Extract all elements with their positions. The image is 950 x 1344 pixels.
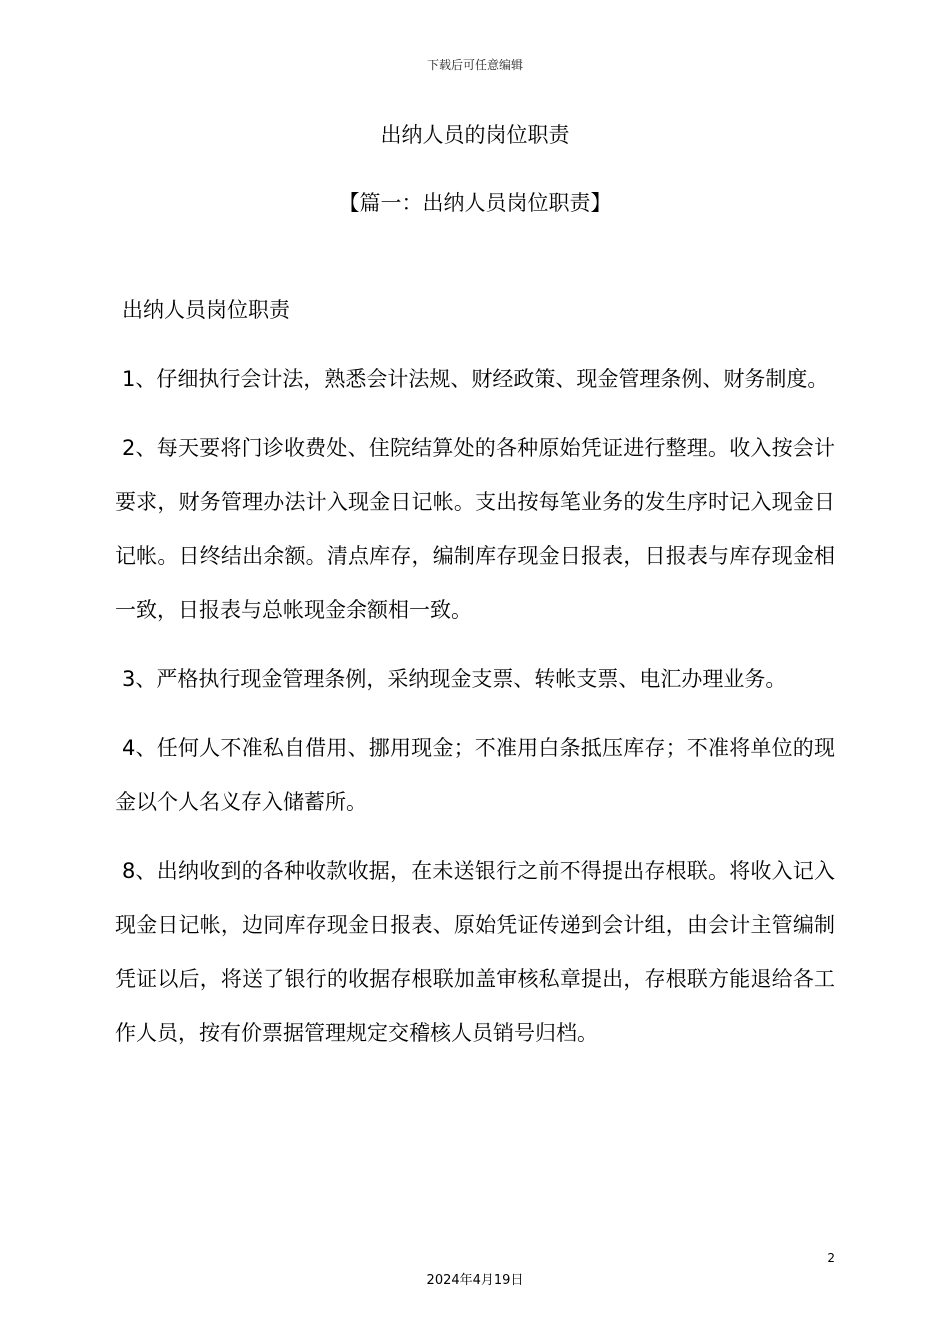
footer-date: 2024年4月19日 xyxy=(426,1273,524,1288)
header-note: 下载后可任意编辑 xyxy=(426,58,523,72)
paragraph-3: 3、严格执行现金管理条例，采纳现金支票、转帐支票、电汇办理业务。 xyxy=(122,667,787,691)
paragraph-8: 8、出纳收到的各种收款收据，在未送银行之前不得提出存根联。将收入记入现金日记帐，边同库存现金日报表、原始凭证传递到会计组，由会计主管编制凭证以后，将送了银行的收据存根联加盖审核私章提出，存根联方能退给各工作人员，按有价票据管理规定交稽核人员销号归档。 xyxy=(115,859,835,1045)
paragraph-2: 2、每天要将门诊收费处、住院结算处的各种原始凭证进行整理。收入按会计要求，财务管理办法计入现金日记帐。支出按每笔业务的发生序时记入现金日记帐。日终结出余额。清点库存，编制库存现金日报表，日报表与库存现金相一致，日报表与总帐现金余额相一致。 xyxy=(115,436,835,622)
paragraph-4: 4、任何人不准私自借用、挪用现金；不准用白条抵压库存；不准将单位的现金以个人名义存入储蓄所。 xyxy=(115,736,835,814)
subheading: 出纳人员岗位职责 xyxy=(122,298,290,322)
section-title: 【篇一：出纳人员岗位职责】 xyxy=(338,191,612,215)
body-text xyxy=(115,352,835,1075)
paragraph-1: 1、仔细执行会计法，熟悉会计法规、财经政策、现金管理条例、财务制度。 xyxy=(122,367,829,391)
page-number: 2 xyxy=(827,1251,835,1265)
document-title: 出纳人员的岗位职责 xyxy=(380,123,570,147)
